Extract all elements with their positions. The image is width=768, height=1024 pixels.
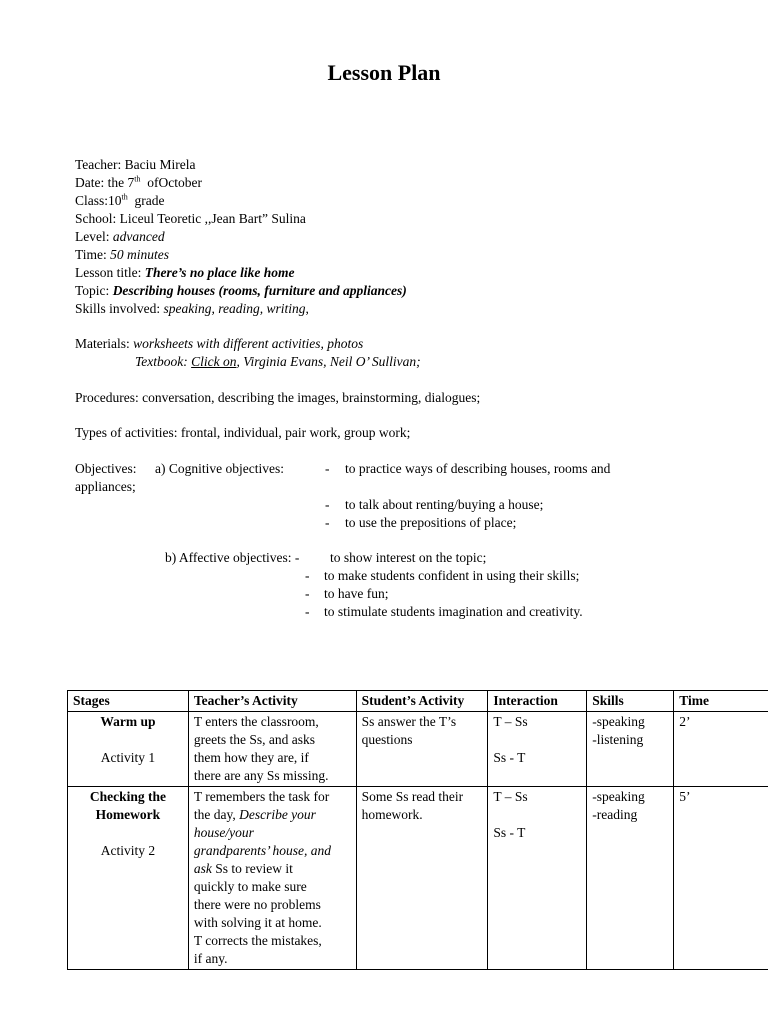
affective-item-1: to show interest on the topic; — [330, 550, 487, 565]
table-header-row — [68, 691, 768, 712]
teacher-value: Baciu Mirela — [124, 157, 196, 172]
time-label: Time: — [75, 247, 111, 262]
lesson-table — [67, 690, 768, 970]
skills-cell: -speaking -reading — [587, 787, 674, 970]
school-line — [75, 210, 306, 228]
stage-activity: Activity 2 — [100, 843, 156, 858]
time-cell: 2’ — [674, 712, 768, 787]
cognitive-label: a) Cognitive objectives: — [155, 461, 284, 476]
header-skills: Skills — [587, 691, 674, 712]
lesson-title-line — [75, 264, 294, 282]
topic-value: Describing houses (rooms, furniture and appliances) — [112, 283, 407, 298]
interaction-cell: T – Ss Ss - T — [488, 787, 587, 970]
page-title: Lesson Plan — [327, 60, 441, 85]
cognitive-dash-1: - — [325, 461, 330, 476]
teacher-line — [75, 156, 196, 174]
cognitive-item-2: to talk about renting/buying a house; — [345, 497, 544, 512]
stage-cell: Checking the Homework Activity 2 — [68, 787, 189, 970]
affective-dash-2: - — [305, 568, 310, 583]
level-value: advanced — [112, 229, 165, 244]
affective-dash-3: - — [305, 586, 310, 601]
class-sup: th — [121, 192, 128, 202]
header-stages: Stages — [68, 691, 189, 712]
cognitive-wrap: appliances; — [75, 479, 136, 494]
skills-line — [75, 300, 309, 318]
class-label: Class:10 — [75, 193, 122, 208]
stage-activity: Activity 1 — [100, 750, 156, 765]
header-interaction: Interaction — [488, 691, 587, 712]
cognitive-dash-2: - — [325, 497, 330, 512]
skills-cell: -speaking -listening — [587, 712, 674, 787]
skills-label: Skills involved: — [75, 301, 164, 316]
teacher-activity-cell: T enters the classroom, greets the Ss, and asks them how they are, if there are any Ss missing. — [188, 712, 356, 787]
teacher-label: Teacher: — [75, 157, 125, 172]
interaction-cell: T – Ss Ss - T — [488, 712, 587, 787]
class-rest: grade — [127, 193, 165, 208]
lesson-title-value: There’s no place like home — [144, 265, 295, 280]
level-line — [75, 228, 165, 246]
stage-cell — [68, 712, 189, 787]
topic-line — [75, 282, 407, 300]
objectives-label: Objectives: — [75, 461, 137, 476]
textbook-label: Textbook: — [135, 354, 192, 369]
topic-label: Topic: — [75, 283, 113, 298]
time-cell: 5’ — [674, 787, 768, 970]
affective-dash-4: - — [305, 604, 310, 619]
school-value: Liceul Teoretic ,,Jean Bart” Sulina — [119, 211, 306, 226]
school-label: School: — [75, 211, 120, 226]
textbook-rest: , Virginia Evans, Neil O’ Sullivan; — [236, 354, 421, 369]
class-line — [75, 192, 164, 210]
materials-label: Materials: — [75, 336, 134, 351]
affective-label: b) Affective objectives: - — [165, 550, 300, 565]
header-time: Time — [674, 691, 768, 712]
time-value: 50 minutes — [110, 247, 170, 262]
level-label: Level: — [75, 229, 113, 244]
teacher-activity-cell: T remembers the task for the day, Describe your house/your grandparents’ house, and ask Ss to review it quickly to make sure there were no problems with solving it at home. T corrects the mistakes, if any. — [188, 787, 356, 970]
date-label: Date: the 7 — [75, 175, 135, 190]
affective-item-2: to make students confident in using their skills; — [324, 568, 580, 583]
procedures-line: Procedures: conversation, describing the images, brainstorming, dialogues; — [75, 390, 481, 405]
date-sup: th — [134, 174, 141, 184]
materials-line — [75, 335, 363, 353]
date-line — [75, 174, 202, 192]
cognitive-item-1: to practice ways of describing houses, rooms and — [345, 461, 611, 476]
affective-item-3: to have fun; — [324, 586, 389, 601]
date-rest: ofOctober — [140, 175, 202, 190]
skills-end: , — [305, 301, 309, 316]
types-line: Types of activities: frontal, individual, pair work, group work; — [75, 425, 411, 440]
materials-value: worksheets with different activities, photos — [133, 336, 364, 351]
time-line — [75, 246, 169, 264]
cognitive-dash-3: - — [325, 515, 330, 530]
skills-value: speaking, reading, writing — [163, 301, 306, 316]
cognitive-item-3: to use the prepositions of place; — [345, 515, 517, 530]
textbook-line — [135, 353, 421, 371]
header-student-activity: Student’s Activity — [356, 691, 488, 712]
table-row — [68, 787, 768, 970]
student-activity-cell: Ss answer the T’s questions — [356, 712, 488, 787]
header-teacher-activity: Teacher’s Activity — [188, 691, 356, 712]
textbook-link[interactable]: Click on — [191, 354, 237, 369]
lesson-title-label: Lesson title: — [75, 265, 145, 280]
affective-item-4: to stimulate students imagination and creativity. — [324, 604, 583, 619]
stage-name: Warm up — [100, 714, 156, 729]
student-activity-cell: Some Ss read their homework. — [356, 787, 488, 970]
table-row — [68, 712, 768, 787]
